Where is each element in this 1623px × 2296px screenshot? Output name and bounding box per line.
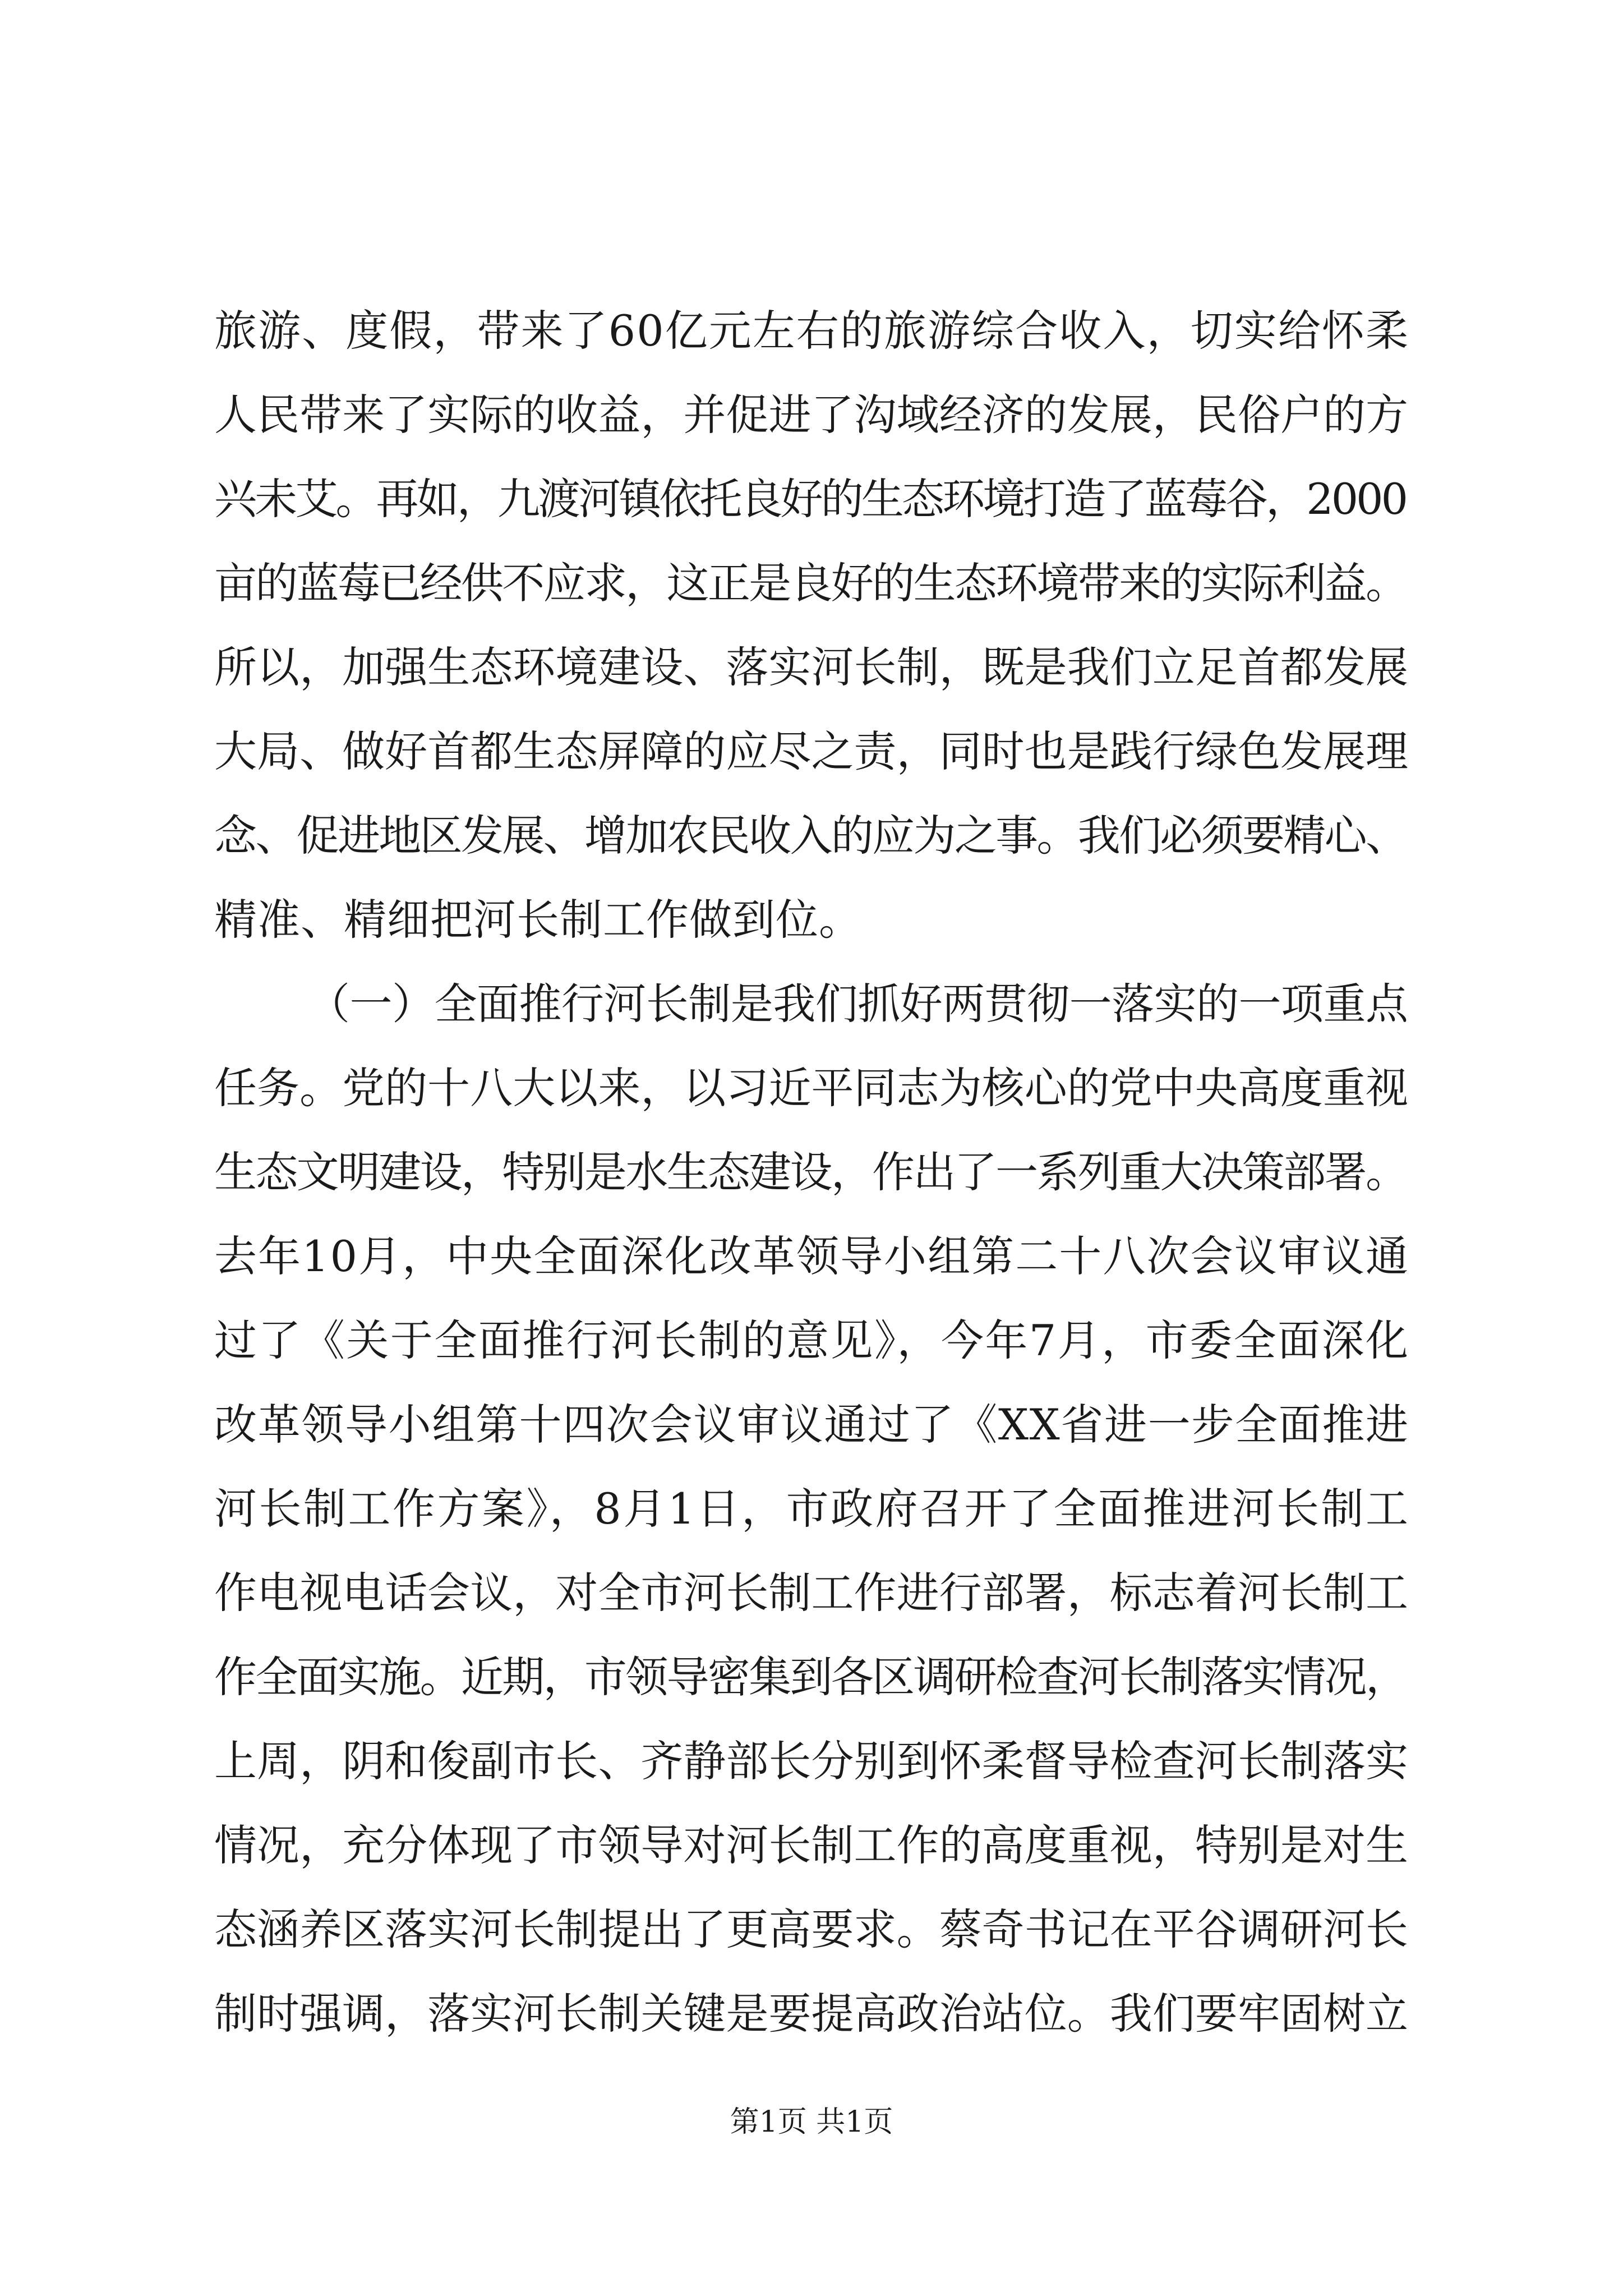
paragraph-first-line: （一）全面推行河长制是我们抓好两贯彻一落实的一项重点 <box>307 979 1408 1029</box>
text-line: 念、促进地区发展、增加农民收入的应为之事。我们必须要精心、 <box>214 811 1407 861</box>
text-line: 情况，充分体现了市领导对河长制工作的高度重视，特别是对生 <box>214 1820 1409 1870</box>
text-line: 态涵养区落实河长制提出了更高要求。蔡奇书记在平谷调研河长 <box>214 1904 1409 1954</box>
text-line: 制时强调，落实河长制关键是要提高政治站位。我们要牢固树立 <box>214 1989 1409 2039</box>
text-line: 任务。党的十八大以来，以习近平同志为核心的党中央高度重视 <box>214 1063 1409 1113</box>
text-line: 生态文明建设，特别是水生态建设，作出了一系列重大决策部署。 <box>214 1147 1407 1197</box>
text-line: 上周，阴和俊副市长、齐静部长分别到怀柔督导检查河长制落实 <box>214 1736 1409 1786</box>
text-line: 改革领导小组第十四次会议审议通过了《XX省进一步全面推进 <box>214 1400 1409 1450</box>
text-line: 去年10月，中央全面深化改革领导小组第二十八次会议审议通 <box>214 1231 1410 1281</box>
text-line: 精准、精细把河长制工作做到位。 <box>214 895 862 945</box>
text-line: 兴未艾。再如，九渡河镇依托良好的生态环境打造了蓝莓谷，2000 <box>214 474 1407 524</box>
text-line: 所以，加强生态环境建设、落实河长制，既是我们立足首都发展 <box>214 642 1409 692</box>
text-line: 人民带来了实际的收益，并促进了沟域经济的发展，民俗户的方 <box>214 390 1409 440</box>
text-line: 旅游、度假，带来了60亿元左右的旅游综合收入，切实给怀柔 <box>214 306 1410 356</box>
text-line: 大局、做好首都生态屏障的应尽之责，同时也是践行绿色发展理 <box>214 726 1409 776</box>
text-line: 亩的蓝莓已经供不应求，这正是良好的生态环境带来的实际利益。 <box>214 558 1407 608</box>
text-line: 过了《关于全面推行河长制的意见》，今年7月，市委全面深化 <box>214 1315 1410 1365</box>
text-line: 河长制工作方案》，8月1日，市政府召开了全面推进河长制工 <box>214 1484 1410 1534</box>
text-line: 作全面实施。近期，市领导密集到各区调研检查河长制落实情况， <box>214 1652 1407 1702</box>
text-line: 作电视电话会议，对全市河长制工作进行部署，标志着河长制工 <box>214 1568 1409 1618</box>
page-footer: 第1页 共1页 <box>730 2105 893 2139</box>
